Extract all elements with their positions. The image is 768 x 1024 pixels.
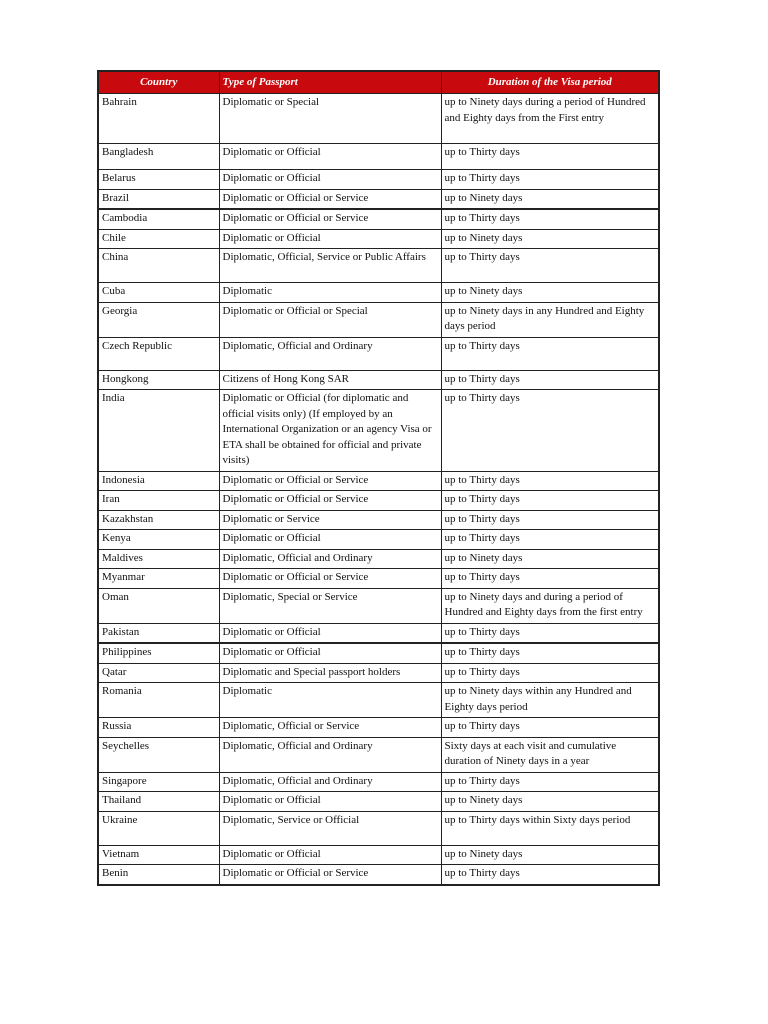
- passport-type-cell: Diplomatic, Service or Official: [219, 811, 441, 845]
- table-row: [98, 530, 659, 550]
- country-cell: Russia: [98, 718, 219, 738]
- visa-duration-cell: up to Thirty days: [441, 249, 659, 283]
- visa-duration-cell: up to Thirty days: [441, 623, 659, 643]
- table-row: [98, 737, 659, 772]
- table-row: [98, 663, 659, 683]
- table-row: [98, 569, 659, 589]
- visa-duration-cell: up to Ninety days: [441, 189, 659, 209]
- table-row: [98, 623, 659, 643]
- passport-type-cell: Diplomatic or Official or Service: [219, 471, 441, 491]
- passport-type-cell: Diplomatic or Official: [219, 643, 441, 663]
- visa-duration-cell: up to Ninety days and during a period of Hundred and Eighty days from the first entry: [441, 588, 659, 623]
- table-row: [98, 683, 659, 718]
- header-country: Country: [98, 71, 219, 94]
- passport-type-cell: Diplomatic or Official: [219, 229, 441, 249]
- country-cell: Maldives: [98, 549, 219, 569]
- country-cell: Belarus: [98, 170, 219, 190]
- passport-type-cell: Diplomatic or Official: [219, 845, 441, 865]
- country-cell: Chile: [98, 229, 219, 249]
- country-cell: Bangladesh: [98, 144, 219, 170]
- visa-duration-cell: up to Thirty days: [441, 865, 659, 885]
- country-cell: Seychelles: [98, 737, 219, 772]
- table-row: [98, 302, 659, 337]
- table-row: [98, 249, 659, 283]
- country-cell: Brazil: [98, 189, 219, 209]
- passport-type-cell: Diplomatic or Special: [219, 94, 441, 144]
- passport-type-cell: Diplomatic: [219, 283, 441, 303]
- table-header-row: [98, 71, 659, 94]
- passport-type-cell: Diplomatic or Official or Service: [219, 491, 441, 511]
- country-cell: Oman: [98, 588, 219, 623]
- country-cell: India: [98, 390, 219, 472]
- table-row: [98, 865, 659, 885]
- country-cell: Myanmar: [98, 569, 219, 589]
- visa-duration-cell: up to Thirty days: [441, 510, 659, 530]
- table-row: [98, 283, 659, 303]
- country-cell: Iran: [98, 491, 219, 511]
- passport-type-cell: Diplomatic or Official: [219, 170, 441, 190]
- country-cell: Cambodia: [98, 209, 219, 229]
- country-cell: Benin: [98, 865, 219, 885]
- visa-duration-cell: up to Thirty days: [441, 471, 659, 491]
- country-cell: Singapore: [98, 772, 219, 792]
- visa-duration-cell: up to Thirty days: [441, 718, 659, 738]
- visa-duration-cell: up to Ninety days during a period of Hundred and Eighty days from the First entry: [441, 94, 659, 144]
- country-cell: Romania: [98, 683, 219, 718]
- passport-type-cell: Diplomatic, Special or Service: [219, 588, 441, 623]
- visa-duration-cell: up to Thirty days: [441, 569, 659, 589]
- table-row: [98, 370, 659, 390]
- passport-type-cell: Citizens of Hong Kong SAR: [219, 370, 441, 390]
- passport-type-cell: Diplomatic or Official: [219, 530, 441, 550]
- passport-type-cell: Diplomatic or Official: [219, 792, 441, 812]
- visa-duration-cell: up to Thirty days: [441, 491, 659, 511]
- table-row: [98, 189, 659, 209]
- visa-duration-cell: up to Thirty days: [441, 390, 659, 472]
- country-cell: Bahrain: [98, 94, 219, 144]
- passport-type-cell: Diplomatic or Official or Service: [219, 569, 441, 589]
- visa-duration-cell: up to Ninety days: [441, 845, 659, 865]
- passport-type-cell: Diplomatic or Official or Service: [219, 865, 441, 885]
- passport-type-cell: Diplomatic or Official or Service: [219, 189, 441, 209]
- country-cell: Philippines: [98, 643, 219, 663]
- country-cell: Indonesia: [98, 471, 219, 491]
- table-body: [98, 94, 659, 885]
- table-row: [98, 792, 659, 812]
- table-row: [98, 718, 659, 738]
- passport-type-cell: Diplomatic or Service: [219, 510, 441, 530]
- country-cell: China: [98, 249, 219, 283]
- visa-duration-cell: up to Ninety days in any Hundred and Eighty days period: [441, 302, 659, 337]
- passport-type-cell: Diplomatic, Official and Ordinary: [219, 737, 441, 772]
- visa-duration-cell: up to Thirty days: [441, 170, 659, 190]
- visa-duration-cell: up to Thirty days: [441, 643, 659, 663]
- table-row: [98, 588, 659, 623]
- table-row: [98, 811, 659, 845]
- passport-type-cell: Diplomatic or Official: [219, 623, 441, 643]
- country-cell: Georgia: [98, 302, 219, 337]
- table-row: [98, 337, 659, 370]
- passport-type-cell: Diplomatic or Official or Special: [219, 302, 441, 337]
- passport-type-cell: Diplomatic, Official and Ordinary: [219, 337, 441, 370]
- passport-type-cell: Diplomatic or Official (for diplomatic and official visits only) (If employed by an International Organization or an agency Visa or ETA shall be obtained for official and private visits): [219, 390, 441, 472]
- passport-type-cell: Diplomatic, Official or Service: [219, 718, 441, 738]
- table-row: [98, 491, 659, 511]
- visa-duration-cell: up to Thirty days: [441, 209, 659, 229]
- passport-type-cell: Diplomatic, Official and Ordinary: [219, 772, 441, 792]
- table-row: [98, 229, 659, 249]
- visa-duration-cell: up to Thirty days: [441, 530, 659, 550]
- visa-duration-cell: up to Thirty days: [441, 370, 659, 390]
- table-row: [98, 209, 659, 229]
- country-cell: Czech Republic: [98, 337, 219, 370]
- table-row: [98, 643, 659, 663]
- visa-duration-cell: up to Thirty days: [441, 144, 659, 170]
- table-row: [98, 772, 659, 792]
- passport-type-cell: Diplomatic or Official: [219, 144, 441, 170]
- visa-duration-cell: up to Thirty days: [441, 337, 659, 370]
- header-visa-duration: Duration of the Visa period: [441, 71, 659, 94]
- table-row: [98, 390, 659, 472]
- table-row: [98, 549, 659, 569]
- country-cell: Qatar: [98, 663, 219, 683]
- country-cell: Cuba: [98, 283, 219, 303]
- visa-duration-cell: up to Thirty days: [441, 772, 659, 792]
- visa-duration-cell: up to Ninety days within any Hundred and Eighty days period: [441, 683, 659, 718]
- header-passport-type: Type of Passport: [219, 71, 441, 94]
- table-row: [98, 845, 659, 865]
- passport-type-cell: Diplomatic: [219, 683, 441, 718]
- passport-type-cell: Diplomatic, Official, Service or Public Affairs: [219, 249, 441, 283]
- visa-duration-cell: up to Ninety days: [441, 549, 659, 569]
- passport-type-cell: Diplomatic or Official or Service: [219, 209, 441, 229]
- table-row: [98, 510, 659, 530]
- visa-duration-cell: up to Ninety days: [441, 229, 659, 249]
- country-cell: Pakistan: [98, 623, 219, 643]
- visa-duration-cell: up to Thirty days: [441, 663, 659, 683]
- country-cell: Thailand: [98, 792, 219, 812]
- table-row: [98, 170, 659, 190]
- table-row: [98, 94, 659, 144]
- visa-duration-cell: up to Thirty days within Sixty days period: [441, 811, 659, 845]
- country-cell: Vietnam: [98, 845, 219, 865]
- visa-duration-cell: up to Ninety days: [441, 283, 659, 303]
- visa-duration-cell: Sixty days at each visit and cumulative duration of Ninety days in a year: [441, 737, 659, 772]
- visa-exemption-table: [97, 70, 660, 886]
- table-row: [98, 144, 659, 170]
- country-cell: Ukraine: [98, 811, 219, 845]
- passport-type-cell: Diplomatic and Special passport holders: [219, 663, 441, 683]
- table-row: [98, 471, 659, 491]
- country-cell: Kenya: [98, 530, 219, 550]
- country-cell: Kazakhstan: [98, 510, 219, 530]
- country-cell: Hongkong: [98, 370, 219, 390]
- visa-duration-cell: up to Ninety days: [441, 792, 659, 812]
- passport-type-cell: Diplomatic, Official and Ordinary: [219, 549, 441, 569]
